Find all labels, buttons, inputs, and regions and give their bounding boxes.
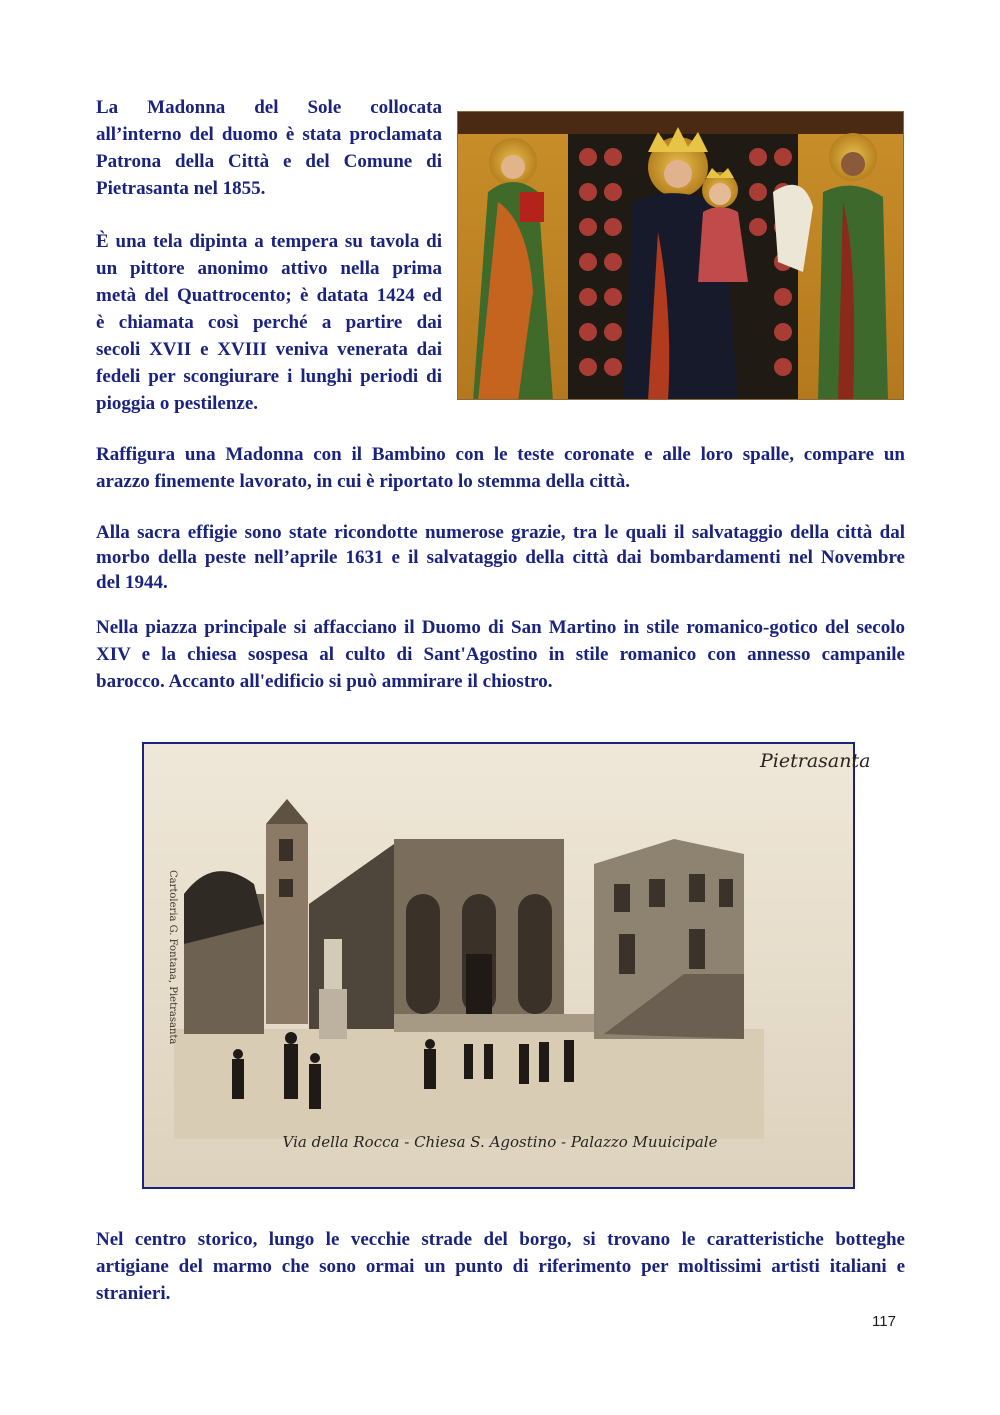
text-line: del 1944. [96, 572, 168, 593]
postcard-publisher: Cartoleria G. Fontana, Pietrasanta [167, 870, 178, 1045]
page-number: 117 [872, 1313, 896, 1330]
text-line: Raffigura una Madonna con il Bambino con le teste coronate e alle loro spalle, compare un [96, 444, 905, 465]
text-line: morbo della peste nell’aprile 1631 e il salvataggio della città dai bombardamenti nel Novembre [96, 547, 905, 568]
painting-image [458, 112, 904, 400]
text-line: La Madonna del Sole collocata [96, 97, 442, 118]
historic-postcard-image [142, 742, 855, 1189]
paragraph-graces [96, 520, 905, 595]
text-line: secoli XVII e XVIII veniva venerata dai [96, 339, 442, 360]
text-line: metà del Quattrocento; è datata 1424 ed [96, 285, 442, 306]
postcard-caption: Via della Rocca - Chiesa S. Agostino - Palazzo Muuicipale [282, 1133, 718, 1151]
paragraph-madonna-description [96, 228, 442, 417]
text-line: stranieri. [96, 1283, 171, 1304]
text-line: Nel centro storico, lungo le vecchie strade del borgo, si trovano le caratteristiche botteghe [96, 1229, 905, 1250]
text-line: Patrona della Città e del Comune di [96, 151, 442, 172]
madonna-del-sole-painting [457, 111, 904, 400]
postcard-photo [144, 744, 853, 1187]
text-line: XIV e la chiesa sospesa al culto di Sant'Agostino in stile romanico con annesso campanile [96, 644, 905, 665]
postcard-title: Pietrasanta [760, 750, 871, 772]
text-line: fedeli per scongiurare i lunghi periodi di [96, 366, 442, 387]
text-line: barocco. Accanto all'edificio si può ammirare il chiostro. [96, 671, 553, 692]
paragraph-madonna-intro [96, 94, 442, 202]
text-line: Nella piazza principale si affacciano il Duomo di San Martino in stile romanico-gotico del secolo [96, 617, 905, 638]
paragraph-madonna-depiction [96, 441, 905, 495]
paragraph-marble-workshops [96, 1226, 905, 1307]
text-line: è chiamata così perché a partire dai [96, 312, 442, 333]
text-line: Alla sacra effigie sono state ricondotte numerose grazie, tra le quali il salvataggio della città dal [96, 522, 905, 543]
text-line: artigiane del marmo che sono ormai un punto di riferimento per moltissimi artisti italiani e [96, 1256, 905, 1277]
text-line: un pittore anonimo attivo nella prima [96, 258, 442, 279]
text-line: arazzo finemente lavorato, in cui è riportato lo stemma della città. [96, 471, 630, 492]
text-line: pioggia o pestilenze. [96, 393, 259, 414]
paragraph-main-square [96, 614, 905, 695]
text-line: Pietrasanta nel 1855. [96, 178, 266, 199]
text-line: È una tela dipinta a tempera su tavola di [96, 231, 442, 252]
text-line: all’interno del duomo è stata proclamata [96, 124, 442, 145]
